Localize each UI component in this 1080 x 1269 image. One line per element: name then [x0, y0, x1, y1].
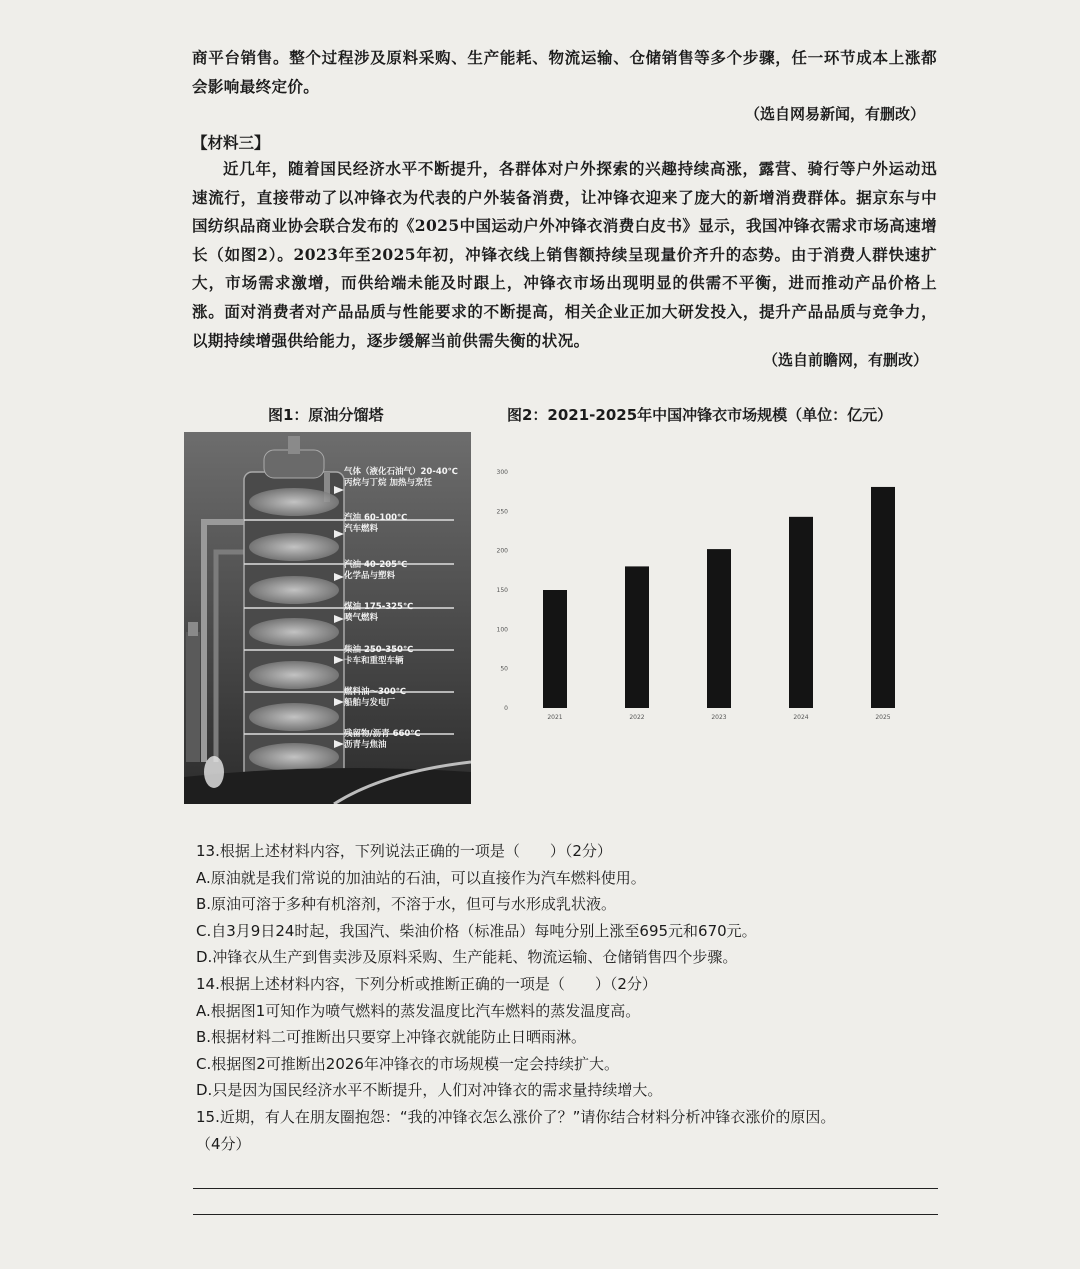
material3-source: （选自前瞻网，有删改） [762, 351, 928, 369]
material3-paragraph [192, 155, 937, 355]
question-14-option-b: B.根据材料二可推断出只要穿上冲锋衣就能防止日晒雨淋。 [196, 1028, 587, 1047]
question-14-stem: 14.根据上述材料内容，下列分析或推断正确的一项是（ ）（2分） [196, 974, 657, 993]
question-13-option-b: B.原油可溶于多种有机溶剂，不溶于水，但可与水形成乳状液。 [196, 895, 617, 914]
question-14-option-d: D.只是因为国民经济水平不断提升，人们对冲锋衣的需求量持续增大。 [196, 1081, 663, 1100]
tower-label-fuel-oil: 燃料油～300℃ 船舶与发电厂 [344, 687, 407, 708]
bar-2024 [789, 517, 813, 708]
material3-text: 近几年，随着国民经济水平不断提升，各群体对户外探索的兴趣持续高涨，露营、骑行等户外运动迅速流行，直接带动了以冲锋衣为代表的户外装备消费，让冲锋衣迎来了庞大的新增消费群体。据京东与中国纺织品商业协会联合发布的《2025中国运动户外冲锋衣消费白皮书》显示，我国冲锋衣需求市场高速增长（如图2）。2023年至2025年初，冲锋衣线上销售额持续呈现量价齐升的态势。由于消费人群快速扩大，市场需求激增，而供给端未能及时跟上，冲锋衣市场出现明显的供需不平衡，进而推动产品价格上涨。面对消费者对产品品质与性能要求的不断提高，相关企业正加大研发投入，提升产品品质与竞争力，以期持续增强供给能力，逐步缓解当前供需失衡的状况。 [192, 159, 937, 350]
x-tick-label-2024: 2024 [793, 714, 809, 721]
tower-label-gasoline: 汽油 60-100℃ 汽车燃料 [344, 513, 408, 534]
question-14-option-a: A.根据图1可知作为喷气燃料的蒸发温度比汽车燃料的蒸发温度高。 [196, 1001, 641, 1020]
material2-source: （选自网易新闻，有删改） [744, 105, 925, 123]
tower-label-residue: 残留物/沥青 660℃ 沥青与焦油 [344, 729, 421, 750]
tower-label-naphtha: 汽油 40-205℃ 化学品与塑料 [344, 560, 408, 581]
material3-heading: 【材料三】 [192, 133, 270, 152]
tower-label-kerosene: 煤油 175-325℃ 喷气燃料 [344, 602, 414, 623]
bar-2022 [625, 566, 649, 708]
x-tick-label-2022: 2022 [629, 714, 645, 721]
y-tick-label-3: 150 [496, 587, 508, 594]
tower-label-gas: 气体（液化石油气）20-40℃ 丙烷与丁烷 加热与烹饪 [344, 467, 458, 488]
tower-label-diesel: 柴油 250-350℃ 卡车和重型车辆 [344, 645, 414, 666]
y-tick-label-4: 200 [496, 547, 508, 555]
answer-line-2[interactable] [193, 1214, 938, 1215]
question-13-stem: 13.根据上述材料内容，下列说法正确的一项是（ ）（2分） [196, 842, 612, 860]
figure1-title: 图1：原油分馏塔 [268, 406, 384, 424]
y-tick-label-1: 50 [500, 665, 508, 673]
figure2-title: 图2：2021-2025年中国冲锋衣市场规模（单位：亿元） [507, 406, 893, 424]
material2-text: 商平台销售。整个过程涉及原料采购、生产能耗、物流运输、仓储销售等多个步骤，任一环节成本上涨都会影响最终定价。 [192, 48, 937, 96]
material2-paragraph [192, 44, 937, 101]
question-13-option-d: D.冲锋衣从生产到售卖涉及原料采购、生产能耗、物流运输、仓储销售四个步骤。 [196, 948, 738, 967]
question-15-stem: 15.近期，有人在朋友圈抱怨：“我的冲锋衣怎么涨价了？”请你结合材料分析冲锋衣涨价的原因。 [196, 1107, 836, 1126]
market-size-bar-chart [484, 460, 934, 730]
question-13-option-c: C.自3月9日24时起，我国汽、柴油价格（标准品）每吨分别上涨至695元和670元。 [196, 921, 757, 940]
question-14-option-c: C.根据图2可推断出2026年冲锋衣的市场规模一定会持续扩大。 [196, 1054, 619, 1073]
answer-line-1[interactable] [193, 1188, 938, 1189]
question-13-option-a: A.原油就是我们常说的加油站的石油，可以直接作为汽车燃料使用。 [196, 868, 646, 887]
y-tick-label-0: 0 [504, 705, 508, 712]
x-tick-label-2023: 2023 [711, 714, 727, 721]
bar-2021 [543, 590, 567, 708]
question-15-points: （4分） [196, 1134, 251, 1153]
bar-2023 [707, 549, 731, 708]
y-tick-label-5: 250 [496, 508, 508, 516]
questions-block [196, 838, 946, 1157]
y-tick-label-2: 100 [496, 626, 508, 634]
x-tick-label-2025: 2025 [875, 714, 891, 721]
bar-2025 [871, 487, 895, 708]
x-tick-label-2021: 2021 [547, 714, 563, 721]
y-tick-label-6: 300 [496, 469, 508, 476]
